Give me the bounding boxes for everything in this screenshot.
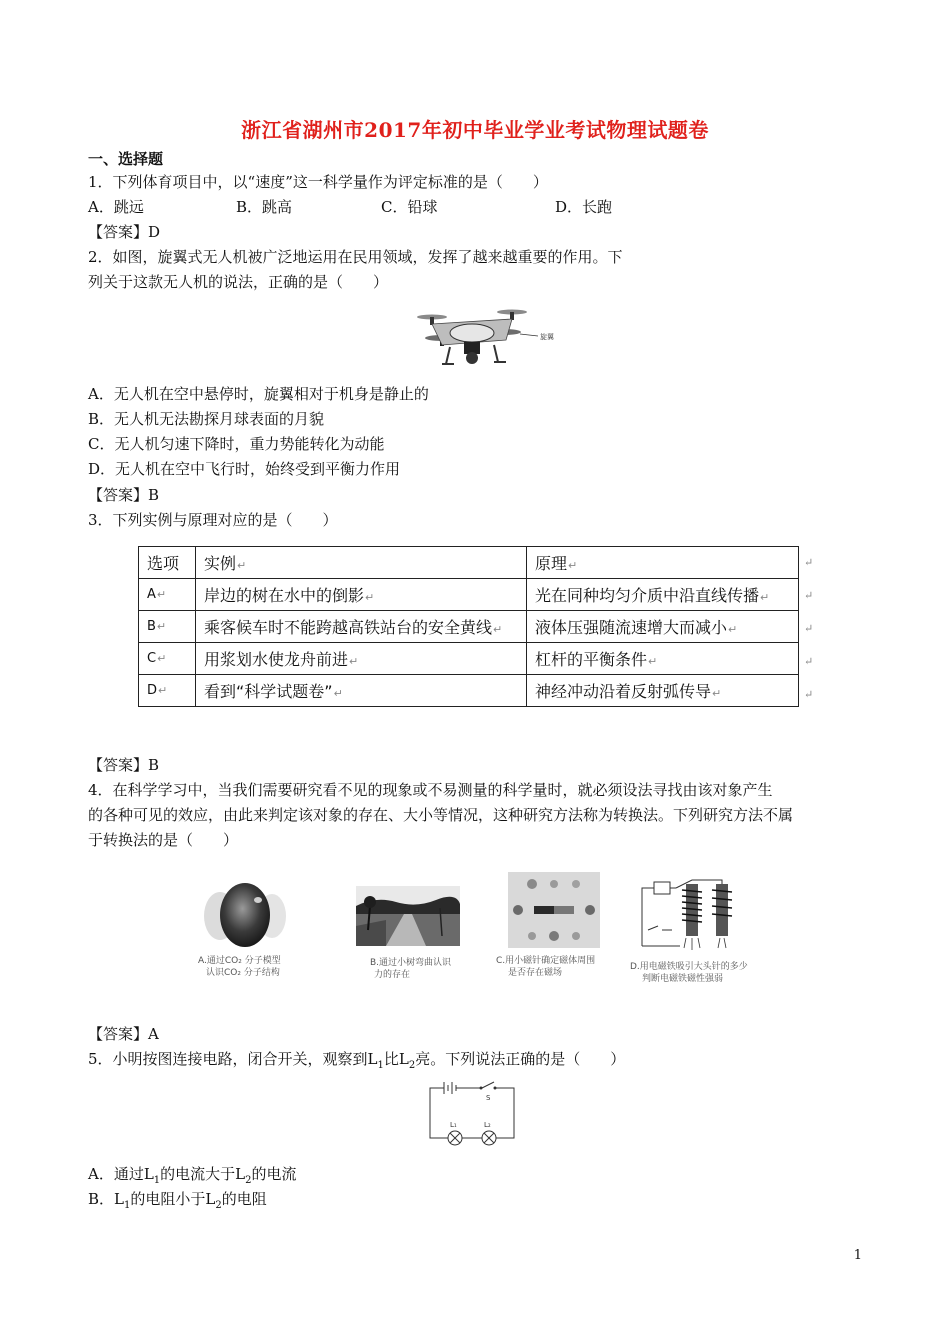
- switch-label: S: [486, 1094, 491, 1102]
- row-end-mark: ↵: [804, 622, 814, 635]
- q1-stem: 1．下列体育项目中，以“速度”这一科学量作为评定标准的是（ ）: [88, 173, 548, 191]
- row-end-mark: ↵: [804, 655, 814, 668]
- header-principle: 原理↵: [527, 547, 799, 579]
- rotor-label: 旋翼: [540, 333, 554, 341]
- header-example: 实例↵: [196, 547, 527, 579]
- cell-example: 看到“科学试题卷”↵: [196, 675, 527, 707]
- q4-stem-line2: 的各种可见的效应，由此来判定该对象的存在、大小等情况，这种研究方法称为转换法。下列研究方法不属: [88, 806, 794, 824]
- row-end-mark: ↵: [804, 688, 814, 701]
- compass-magnet-figure: [508, 872, 600, 948]
- circuit-figure: [424, 1080, 520, 1150]
- cell-principle: 光在同种均匀介质中沿直线传播↵: [527, 579, 799, 611]
- cell-principle: 液体压强随流速增大而减小↵: [527, 611, 799, 643]
- row-end-mark: ↵: [804, 556, 814, 569]
- q2-option-c: C．无人机匀速下降时，重力势能转化为动能: [88, 435, 385, 453]
- table-row: [139, 675, 799, 707]
- tree-bending-figure: [356, 886, 460, 946]
- q3-table: [138, 546, 799, 707]
- caption-b-line1: B.通过小树弯曲认识: [370, 958, 452, 968]
- q4-stem-line1: 4．在科学学习中，当我们需要研究看不见的现象或不易测量的科学量时，就必须设法寻找由该对象产生: [88, 781, 773, 799]
- caption-d-line2: 判断电磁铁磁性强弱: [642, 974, 724, 984]
- table-header-row: [139, 547, 799, 579]
- q1-answer: 【答案】D: [88, 223, 161, 241]
- q4-answer: 【答案】A: [88, 1025, 159, 1043]
- q1-option-a: A．跳远: [88, 198, 144, 216]
- caption-d-line1: D.用电磁铁吸引大头针的多少: [630, 962, 748, 972]
- caption-a-line2: 认识CO₂ 分子结构: [206, 968, 280, 978]
- cell-option: A↵: [139, 579, 196, 611]
- caption-a-line1: A.通过CO₂ 分子模型: [198, 956, 281, 966]
- caption-b-line2: 力的存在: [374, 970, 411, 980]
- table-row: [139, 611, 799, 643]
- lamp1-label: L₁: [450, 1121, 457, 1129]
- q3-stem: 3．下列实例与原理对应的是（ ）: [88, 511, 338, 529]
- cell-example: 乘客候车时不能跨越高铁站台的安全黄线↵: [196, 611, 527, 643]
- co2-model-figure: [200, 878, 290, 953]
- q5-option-b: B．$L_1$的电阻小于$L_2$的电阻: [88, 1190, 267, 1211]
- q1-option-b: B．跳高: [236, 198, 293, 216]
- q2-option-b: B．无人机无法勘探月球表面的月貌: [88, 410, 325, 428]
- q2-option-a: A．无人机在空中悬停时，旋翼相对于机身是静止的: [88, 385, 429, 403]
- table-row: [139, 579, 799, 611]
- q5-stem: 5．小明按图连接电路，闭合开关，观察到$L_1$比$L_2$亮。下列说法正确的是（ ）: [88, 1050, 626, 1071]
- document-title: 浙江省湖州市2017年初中毕业学业考试物理试题卷: [241, 118, 709, 142]
- q1-option-c: C．铅球: [381, 198, 438, 216]
- lamp2-label: L₂: [484, 1121, 491, 1129]
- q1-option-d: D．长跑: [555, 198, 613, 216]
- table-row: [139, 643, 799, 675]
- q2-option-d: D．无人机在空中飞行时，始终受到平衡力作用: [88, 460, 401, 478]
- drone-figure: [412, 300, 562, 380]
- caption-c-line2: 是否存在磁场: [508, 968, 563, 978]
- cell-option: B↵: [139, 611, 196, 643]
- q2-answer: 【答案】B: [88, 486, 160, 504]
- header-option: 选项: [139, 547, 196, 579]
- q3-answer: 【答案】B: [88, 756, 160, 774]
- q2-stem-line1: 2．如图，旋翼式无人机被广泛地运用在民用领域，发挥了越来越重要的作用。下: [88, 248, 623, 266]
- q5-option-a: A．通过$L_1$的电流大于$L_2$的电流: [88, 1165, 297, 1186]
- cell-principle: 神经冲动沿着反射弧传导↵: [527, 675, 799, 707]
- q2-stem-line2: 列关于这款无人机的说法，正确的是（ ）: [88, 273, 389, 291]
- cell-option: C↵: [139, 643, 196, 675]
- caption-c-line1: C.用小磁针确定磁体周围: [496, 956, 596, 966]
- section-heading: 一、选择题: [88, 150, 164, 168]
- q4-stem-line3: 于转换法的是（ ）: [88, 831, 239, 849]
- cell-example: 岸边的树在水中的倒影↵: [196, 579, 527, 611]
- page-number: 1: [853, 1248, 862, 1263]
- cell-example: 用浆划水使龙舟前进↵: [196, 643, 527, 675]
- cell-principle: 杠杆的平衡条件↵: [527, 643, 799, 675]
- row-end-mark: ↵: [804, 589, 814, 602]
- cell-option: D↵: [139, 675, 196, 707]
- electromagnet-figure: [636, 876, 746, 954]
